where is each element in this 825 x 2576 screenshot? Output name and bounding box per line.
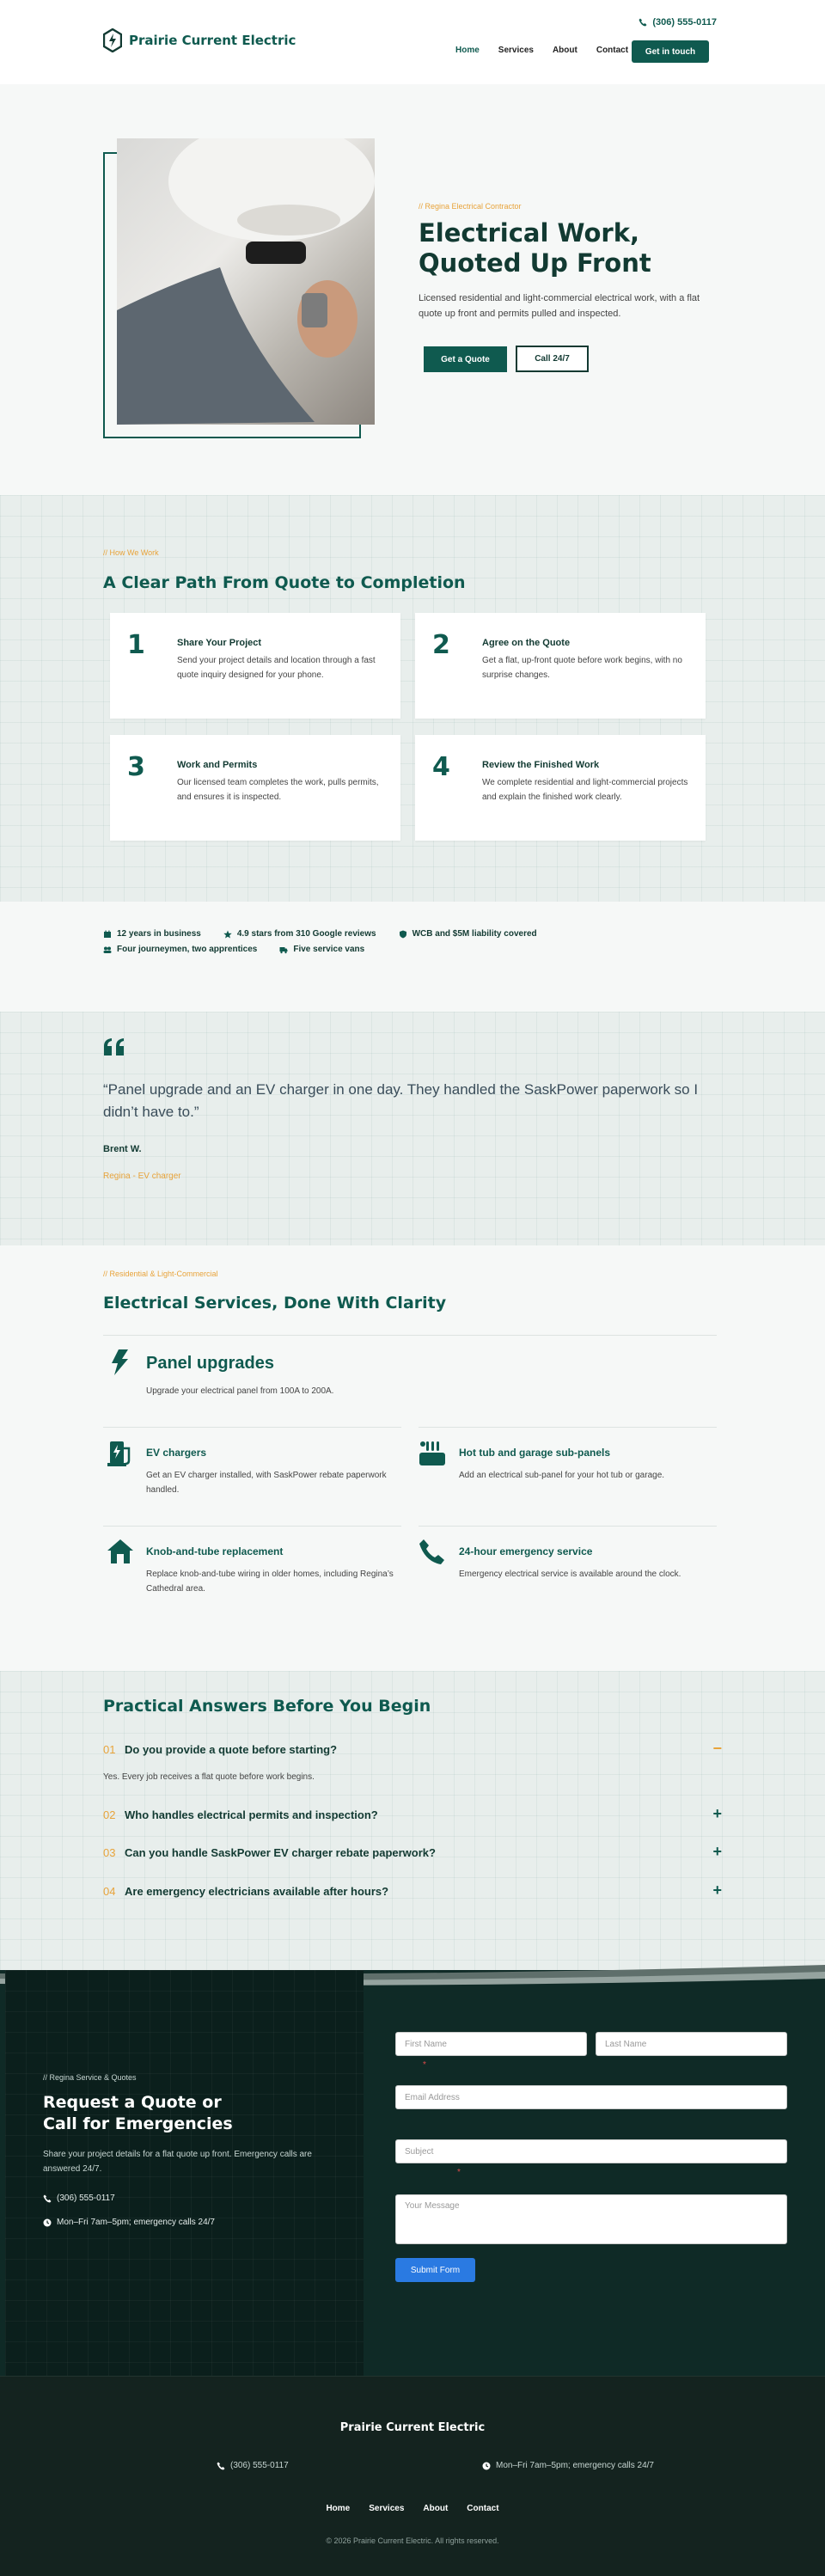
contact-title: Request a Quote or Call for Emergencies: [43, 2093, 233, 2133]
services-section: [0, 1245, 825, 1671]
ev-charger-icon: [107, 1440, 134, 1467]
footer-hours: [482, 2461, 654, 2470]
divider: [419, 1526, 717, 1527]
contact-phone-text: (306) 555-0117: [57, 2194, 115, 2203]
trust-text: WCB and $5M liability covered: [412, 929, 537, 939]
nav-home[interactable]: Home: [455, 46, 480, 55]
get-in-touch-button[interactable]: Get in touch: [632, 40, 709, 63]
hero-title: Electrical Work, Quoted Up Front: [419, 218, 651, 278]
hero-description: Licensed residential and light-commercial electrical work, with a flat quote up front and permits pulled and inspected.: [419, 293, 700, 319]
phone-icon: [43, 2194, 52, 2203]
get-a-quote-button[interactable]: Get a Quote: [424, 346, 507, 372]
service-name: Knob-and-tube replacement: [146, 1545, 284, 1557]
hero-photo-electrician: [117, 138, 375, 425]
faq-question: Can you handle SaskPower EV charger rebate paperwork?: [125, 1846, 436, 1859]
service-name: Panel upgrades: [146, 1354, 274, 1373]
step-number: 4: [432, 752, 450, 782]
copyright: © 2026 Prairie Current Electric. All rights reserved.: [326, 2536, 499, 2545]
faq-question: Are emergency electricians available after hours?: [125, 1885, 389, 1898]
service-name: 24-hour emergency service: [459, 1545, 593, 1557]
services-title: Electrical Services, Done With Clarity: [103, 1294, 447, 1312]
collapse-icon[interactable]: −: [712, 1740, 722, 1757]
step-description: We complete residential and light-commercial projects and explain the finished work clearly.: [482, 778, 688, 802]
step-title: Work and Permits: [177, 760, 258, 770]
faq-question: Who handles electrical permits and inspection?: [125, 1808, 378, 1821]
nav-services[interactable]: Services: [498, 46, 534, 55]
divider: [103, 1335, 717, 1336]
trust-item: [103, 929, 201, 939]
logo-mark-icon: [103, 28, 122, 52]
contact-eyebrow: // Regina Service & Quotes: [43, 2073, 137, 2082]
trust-text: 4.9 stars from 310 Google reviews: [236, 929, 376, 939]
team-icon: [103, 945, 112, 954]
footer-nav: [0, 2504, 825, 2513]
step-title: Share Your Project: [177, 638, 262, 648]
divider: [103, 1427, 401, 1428]
footer-brand: Prairie Current Electric: [339, 2421, 486, 2434]
contact-section: [0, 1970, 825, 2376]
footer-nav-contact[interactable]: Contact: [467, 2504, 499, 2513]
footer-hours-text: Mon–Fri 7am–5pm; emergency calls 24/7: [496, 2461, 654, 2470]
service-name: EV chargers: [146, 1447, 207, 1459]
message-textarea[interactable]: Your Message: [395, 2194, 787, 2244]
trust-item: [279, 945, 364, 954]
nav-about[interactable]: About: [552, 46, 578, 55]
faq-number: 02: [103, 1808, 116, 1821]
step-description: Our licensed team completes the work, pulls permits, and ensures it is inspected.: [177, 778, 379, 802]
hero-section: [0, 84, 825, 495]
expand-icon[interactable]: +: [712, 1843, 722, 1860]
testimonial-quote: “Panel upgrade and an EV charger in one day. They handled the SaskPower paperwork so I didn’t have to.”: [103, 1081, 699, 1120]
expand-icon[interactable]: +: [712, 1882, 722, 1899]
lightning-icon: [107, 1349, 134, 1376]
faq-number: 04: [103, 1885, 116, 1898]
van-icon: [279, 945, 288, 954]
quote-icon: [103, 1037, 125, 1056]
required-mark: *: [457, 2168, 461, 2177]
hot-tub-icon: [419, 1440, 446, 1467]
footer-nav-about[interactable]: About: [423, 2504, 449, 2513]
testimonial-section: [0, 1012, 825, 1245]
step-number: 3: [127, 752, 145, 782]
brand-name: Prairie Current Electric: [129, 33, 296, 48]
faq-question: Do you provide a quote before starting?: [125, 1743, 338, 1756]
nav-contact[interactable]: Contact: [596, 46, 629, 55]
trust-row-1: [103, 929, 537, 939]
house-icon: [107, 1538, 134, 1565]
site-header: [0, 0, 825, 84]
faq-title: Practical Answers Before You Begin: [103, 1697, 431, 1716]
service-description: Replace knob-and-tube wiring in older homes, including Regina’s Cathedral area.: [146, 1569, 394, 1594]
submit-form-button[interactable]: Submit Form: [395, 2258, 475, 2282]
divider: [103, 1526, 401, 1527]
last-name-field[interactable]: Last Name: [596, 2032, 787, 2056]
footer-phone-text: (306) 555-0117: [230, 2461, 289, 2470]
clock-icon: [43, 2218, 52, 2227]
phone-icon: [419, 1538, 446, 1565]
step-card: [110, 735, 400, 841]
faq-number: 03: [103, 1846, 116, 1859]
email-field[interactable]: Email Address: [395, 2085, 787, 2109]
step-title: Review the Finished Work: [482, 760, 600, 770]
faq-section: [0, 1671, 825, 1970]
expand-icon[interactable]: +: [712, 1805, 722, 1822]
contact-phone[interactable]: [43, 2194, 115, 2203]
service-description: Get an EV charger installed, with SaskPower rebate paperwork handled.: [146, 1471, 387, 1495]
site-footer: [0, 2376, 825, 2576]
contact-hours-text: Mon–Fri 7am–5pm; emergency calls 24/7: [57, 2218, 215, 2227]
divider: [419, 1427, 717, 1428]
how-we-work-section: [0, 495, 825, 902]
logo[interactable]: [103, 28, 296, 52]
service-name: Hot tub and garage sub-panels: [459, 1447, 611, 1459]
phone-icon: [217, 2462, 225, 2470]
services-eyebrow: // Residential & Light-Commercial: [103, 1270, 218, 1278]
contact-info-panel: [5, 1970, 364, 2376]
phone-icon: [639, 18, 647, 27]
call-247-button[interactable]: Call 24/7: [516, 346, 589, 372]
how-eyebrow: // How We Work: [103, 548, 159, 557]
step-card: [415, 735, 706, 841]
service-description: Upgrade your electrical panel from 100A to 200A.: [146, 1386, 334, 1396]
trust-item: [103, 945, 257, 954]
header-phone-text: (306) 555-0117: [652, 17, 717, 28]
star-icon: [223, 930, 232, 939]
step-description: Send your project details and location through a fast quote inquiry designed for your phone.: [177, 656, 376, 680]
step-number: 1: [127, 630, 145, 660]
main-nav: [455, 46, 647, 55]
faq-number: 01: [103, 1743, 116, 1756]
testimonial-role: Regina - EV charger: [103, 1172, 181, 1181]
footer-phone[interactable]: [217, 2461, 289, 2470]
electrician-illustration: [117, 138, 375, 425]
shield-icon: [399, 930, 407, 939]
subject-field[interactable]: Subject: [395, 2139, 787, 2163]
service-description: Emergency electrical service is available around the clock.: [459, 1569, 681, 1579]
trust-item: [399, 929, 537, 939]
footer-nav-services[interactable]: Services: [369, 2504, 405, 2513]
trust-row-2: [103, 945, 364, 954]
contact-hours: [43, 2218, 215, 2227]
trust-text: Five service vans: [293, 945, 365, 954]
trust-bar: [0, 902, 825, 1012]
required-mark: *: [423, 2060, 426, 2070]
faq-answer: Yes. Every job receives a flat quote before work begins.: [103, 1772, 315, 1782]
contact-description: Share your project details for a flat quote up front. Emergency calls are answered 24/7.: [43, 2150, 312, 2174]
step-card: [415, 613, 706, 719]
step-description: Get a flat, up-front quote before work begins, with no surprise changes.: [482, 656, 682, 680]
step-card: [110, 613, 400, 719]
step-title: Agree on the Quote: [482, 638, 571, 648]
clock-icon: [482, 2462, 491, 2470]
trust-item: [223, 929, 376, 939]
header-phone[interactable]: [639, 17, 717, 28]
hero-eyebrow: // Regina Electrical Contractor: [419, 202, 522, 211]
calendar-icon: [103, 930, 112, 939]
trust-text: Four journeymen, two apprentices: [117, 945, 258, 954]
footer-nav-home[interactable]: Home: [326, 2504, 351, 2513]
how-title: A Clear Path From Quote to Completion: [103, 573, 466, 592]
first-name-field[interactable]: First Name: [395, 2032, 587, 2056]
trust-text: 12 years in business: [117, 929, 201, 939]
step-number: 2: [432, 630, 450, 660]
service-description: Add an electrical sub-panel for your hot tub or garage.: [459, 1471, 665, 1480]
testimonial-author: Brent W.: [103, 1144, 142, 1154]
